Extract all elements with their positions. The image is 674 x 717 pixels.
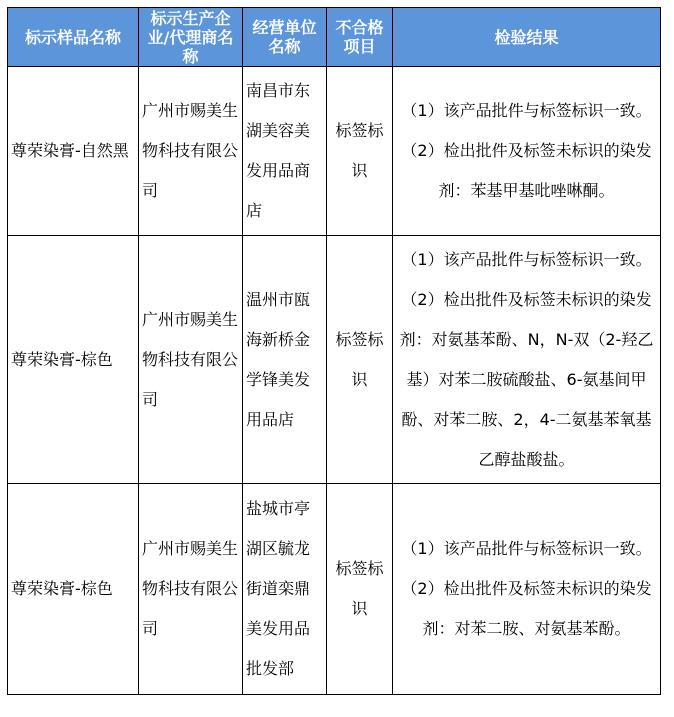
- table-header-row: [8, 8, 661, 67]
- header-manufacturer: 标示生产企业/代理商名称: [139, 8, 243, 67]
- cell-sample-name: 尊荣染膏-棕色: [8, 484, 139, 695]
- cell-seller: 南昌市东湖美容美发用品商店: [243, 67, 327, 236]
- cell-result: （1）该产品批件与标签标识一致。（2）检出批件及标签未标识的染发剂：对氨基苯酚、N，N-双（2-羟乙基）对苯二胺硫酸盐、6-氨基间甲酚、对苯二胺、2，4-二氨基苯氧基乙醇盐酸盐。: [393, 236, 661, 484]
- table-row: [8, 67, 661, 236]
- cell-sample-name: 尊荣染膏-棕色: [8, 236, 139, 484]
- header-failed-item: 不合格项目: [327, 8, 393, 67]
- cell-failed-item: 标签标识: [327, 236, 393, 484]
- cell-manufacturer: 广州市赐美生物科技有限公司: [139, 67, 243, 236]
- cell-manufacturer: 广州市赐美生物科技有限公司: [139, 484, 243, 695]
- header-sample-name: 标示样品名称: [8, 8, 139, 67]
- cell-result: （1）该产品批件与标签标识一致。（2）检出批件及标签未标识的染发剂：对苯二胺、对氨基苯酚。: [393, 484, 661, 695]
- table-row: [8, 236, 661, 484]
- cell-sample-name: 尊荣染膏-自然黑: [8, 67, 139, 236]
- cell-manufacturer: 广州市赐美生物科技有限公司: [139, 236, 243, 484]
- cell-seller: 温州市瓯海新桥金学锋美发用品店: [243, 236, 327, 484]
- cell-failed-item: 标签标识: [327, 67, 393, 236]
- cell-failed-item: 标签标识: [327, 484, 393, 695]
- header-result: 检验结果: [393, 8, 661, 67]
- report-wrapper: [7, 7, 661, 695]
- cell-seller: 盐城市亭湖区毓龙街道栾鼎美发用品批发部: [243, 484, 327, 695]
- inspection-results-table: [7, 7, 661, 695]
- header-seller: 经营单位名称: [243, 8, 327, 67]
- cell-result: （1）该产品批件与标签标识一致。（2）检出批件及标签未标识的染发剂：苯基甲基吡唑啉酮。: [393, 67, 661, 236]
- table-row: [8, 484, 661, 695]
